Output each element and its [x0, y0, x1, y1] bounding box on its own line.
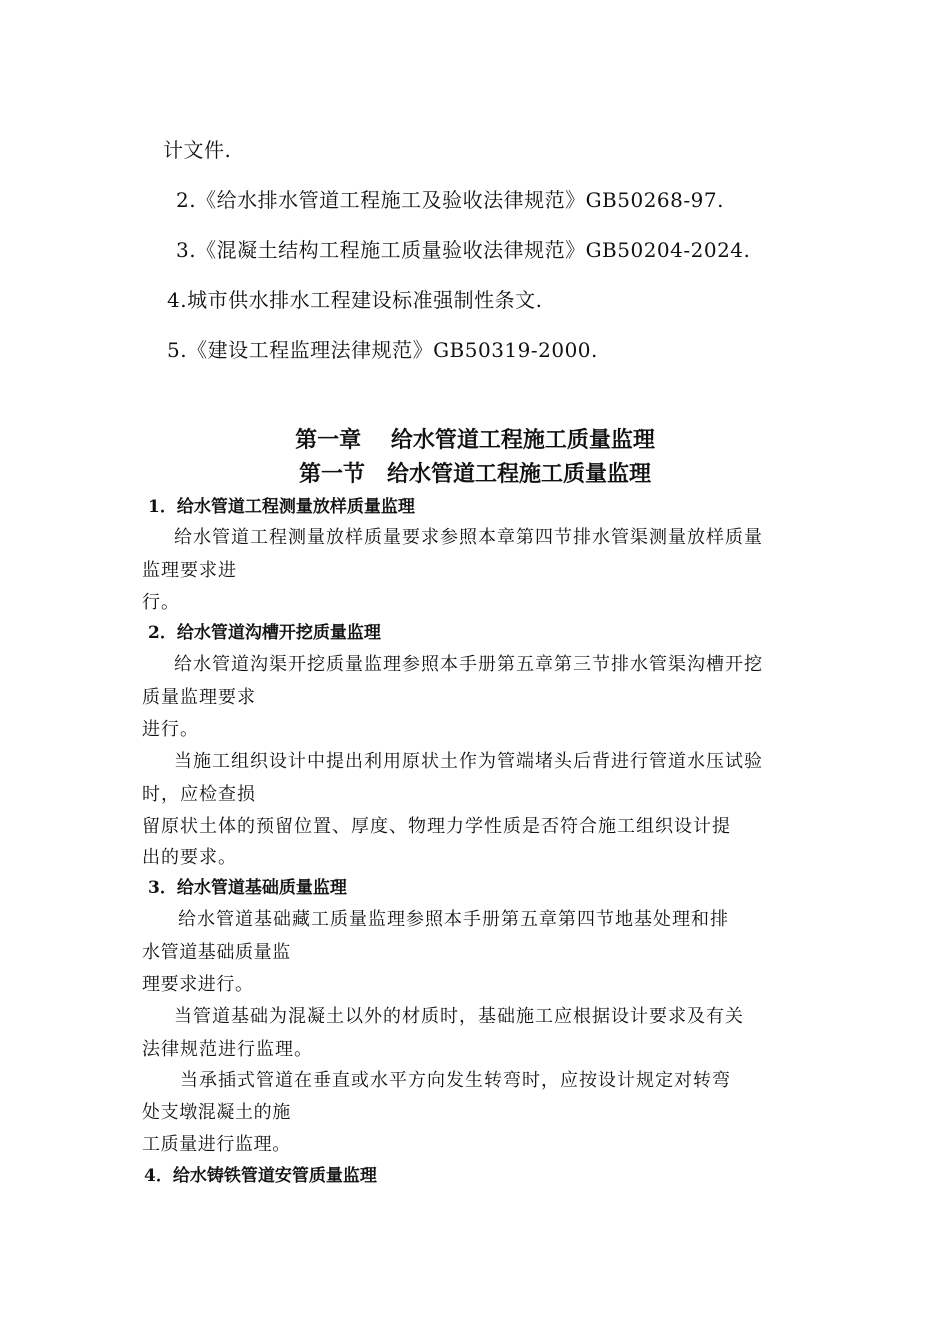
paragraph-line: 工质量进行监理。	[142, 1134, 291, 1155]
paragraph-line: 法律规范进行监理。	[142, 1039, 313, 1060]
paragraph-line: 行。	[142, 592, 180, 613]
paragraph-line: 给水管道沟渠开挖质量监理参照本手册第五章第三节排水管渠沟槽开挖	[174, 654, 763, 675]
paragraph-line: 给水管道基础藏工质量监理参照本手册第五章第四节地基处理和排	[178, 909, 729, 930]
paragraph-line: 处支墩混凝土的施	[142, 1102, 291, 1123]
reference-item-4: 4.城市供水排水工程建设标准强制性条文.	[167, 288, 543, 312]
paragraph-line: 时，应检查损	[142, 784, 256, 805]
reference-item-5: 5.《建设工程监理法律规范》GB50319-2000.	[167, 338, 598, 362]
chapter-title: 第一章 给水管道工程施工质量监理	[295, 427, 655, 453]
reference-continued: 计文件.	[163, 138, 232, 162]
paragraph-line: 留原状土体的预留位置、厚度、物理力学性质是否符合施工组织设计提	[142, 816, 731, 837]
section-3-heading: 3．给水管道基础质量监理	[148, 878, 347, 898]
paragraph-line: 进行。	[142, 719, 199, 740]
paragraph-line: 水管道基础质量监	[142, 942, 291, 963]
paragraph-line: 理要求进行。	[142, 974, 254, 995]
section-title: 第一节 给水管道工程施工质量监理	[298, 461, 651, 487]
paragraph-line: 当管道基础为混凝土以外的材质时，基础施工应根据设计要求及有关	[174, 1006, 744, 1027]
paragraph-line: 监理要求进	[142, 560, 237, 581]
section-1-heading: 1．给水管道工程测量放样质量监理	[148, 497, 415, 517]
reference-item-3: 3.《混凝土结构工程施工质量验收法律规范》GB50204-2024.	[176, 238, 751, 262]
section-2-heading: 2．给水管道沟槽开挖质量监理	[148, 623, 381, 643]
section-4-heading: 4．给水铸铁管道安管质量监理	[144, 1166, 377, 1186]
paragraph-line: 出的要求。	[142, 847, 237, 868]
paragraph-line: 当承插式管道在垂直或水平方向发生转弯时，应按设计规定对转弯	[180, 1070, 731, 1091]
paragraph-line: 质量监理要求	[142, 687, 256, 708]
paragraph-line: 当施工组织设计中提出利用原状土作为管端堵头后背进行管道水压试验	[174, 751, 763, 772]
reference-item-2: 2.《给水排水管道工程施工及验收法律规范》GB50268-97.	[176, 188, 724, 212]
paragraph-line: 给水管道工程测量放样质量要求参照本章第四节排水管渠测量放样质量	[174, 527, 763, 548]
